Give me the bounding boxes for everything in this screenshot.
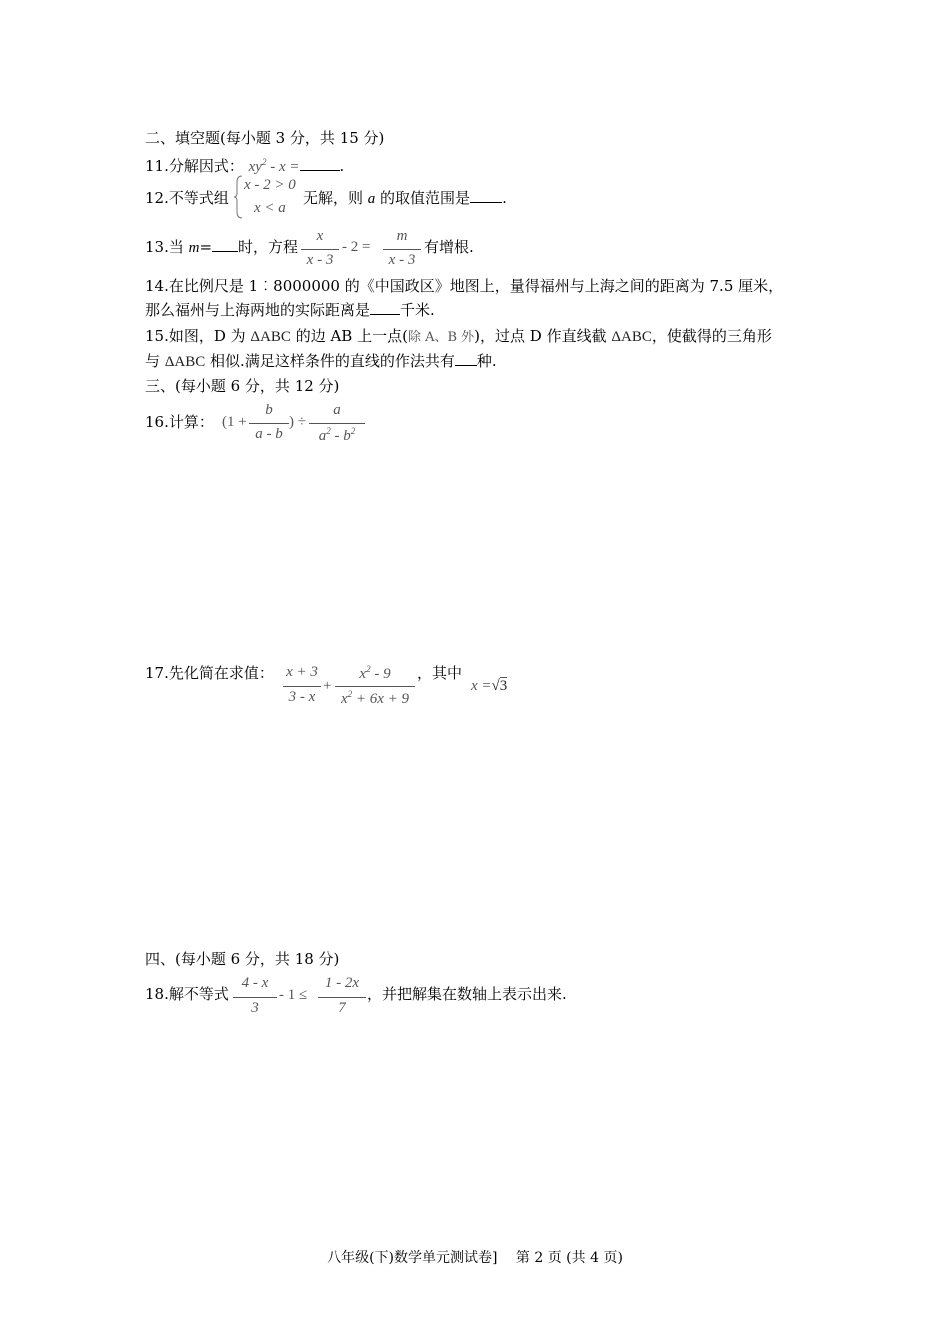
- q13-fraction-2: m x - 3: [383, 228, 421, 270]
- page-footer: 八年级(下)数学单元测试卷] 第 2 页 (共 4 页): [327, 1250, 623, 1266]
- q18-middle: - 1 ≤: [279, 987, 308, 1003]
- q16-prefix: 16.计算：: [145, 413, 214, 431]
- brace-icon: [234, 174, 244, 220]
- q18-prefix: 18.解不等式: [145, 985, 229, 1003]
- q17-condition-text: ，其中: [417, 664, 463, 682]
- q16-open: (1 +: [222, 414, 247, 430]
- q16-fraction-1: b a - b: [249, 402, 289, 444]
- q17-condition: x =√3: [471, 678, 508, 694]
- q11-suffix: .: [339, 157, 345, 175]
- q12-line-1: x - 2 > 0: [244, 177, 296, 193]
- q17-fraction-1: x + 3 3 - x: [283, 664, 321, 708]
- q15-line-1: 15.如图，D 为 ΔABC 的边 AB 上一点(除 A、B 外)，过点 D 作直线截 ΔABC，使截得的三角形: [145, 327, 772, 345]
- section-3-heading: 三、(每小题 6 分，共 12 分): [145, 377, 340, 395]
- q14-answer-blank: [370, 300, 400, 315]
- section-2-heading: 二、填空题(每小题 3 分，共 15 分): [145, 129, 385, 147]
- q13-fraction-1: x x - 3: [301, 228, 339, 270]
- q16-close: ) ÷: [289, 414, 306, 430]
- q15-line-2: 与 ΔABC 相似.满足这样条件的直线的作法共有 种.: [145, 352, 497, 370]
- q12-rest: 无解，则 a 的取值范围是 .: [303, 189, 507, 207]
- q18-fraction-1: 4 - x 3: [233, 975, 277, 1019]
- q17-plus: +: [323, 678, 332, 694]
- q13-middle: - 2 =: [342, 239, 371, 255]
- q14-line-1: 14.在比例尺是 1︰8000000 的《中国政区》地图上，量得福州与上海之间的距离为 7.5 厘米，: [145, 277, 784, 295]
- q12-prefix: 12.不等式组: [145, 189, 229, 207]
- q16-fraction-2: a $a^2 - b^2$: [309, 402, 365, 444]
- q13-suffix: 有增根.: [424, 238, 474, 256]
- q17-prefix: 17.先化简在求值：: [145, 664, 274, 682]
- q11-expression: $xy^2$ - x =: [248, 157, 300, 175]
- q13-prefix: 13.当 m= 时，方程: [145, 238, 299, 256]
- section-4-heading: 四、(每小题 6 分，共 18 分): [145, 950, 340, 968]
- q11-prefix: 11.分解因式：: [145, 157, 244, 175]
- q15-answer-blank: [455, 351, 477, 366]
- q17-fraction-2: $x^2 - 9$ $x^2 + 6x + 9$: [335, 664, 415, 708]
- q14-line-2: 那么福州与上海两地的实际距离是 千米.: [145, 301, 435, 319]
- q12-answer-blank: [470, 188, 502, 203]
- q18-suffix: ，并把解集在数轴上表示出来.: [367, 985, 567, 1003]
- q18-fraction-2: 1 - 2x 7: [318, 975, 366, 1019]
- q12-line-2: x < a: [254, 200, 286, 216]
- q13-answer-blank: [212, 237, 238, 252]
- q11-answer-blank: [300, 156, 340, 171]
- q12-inequality-system: [234, 174, 300, 220]
